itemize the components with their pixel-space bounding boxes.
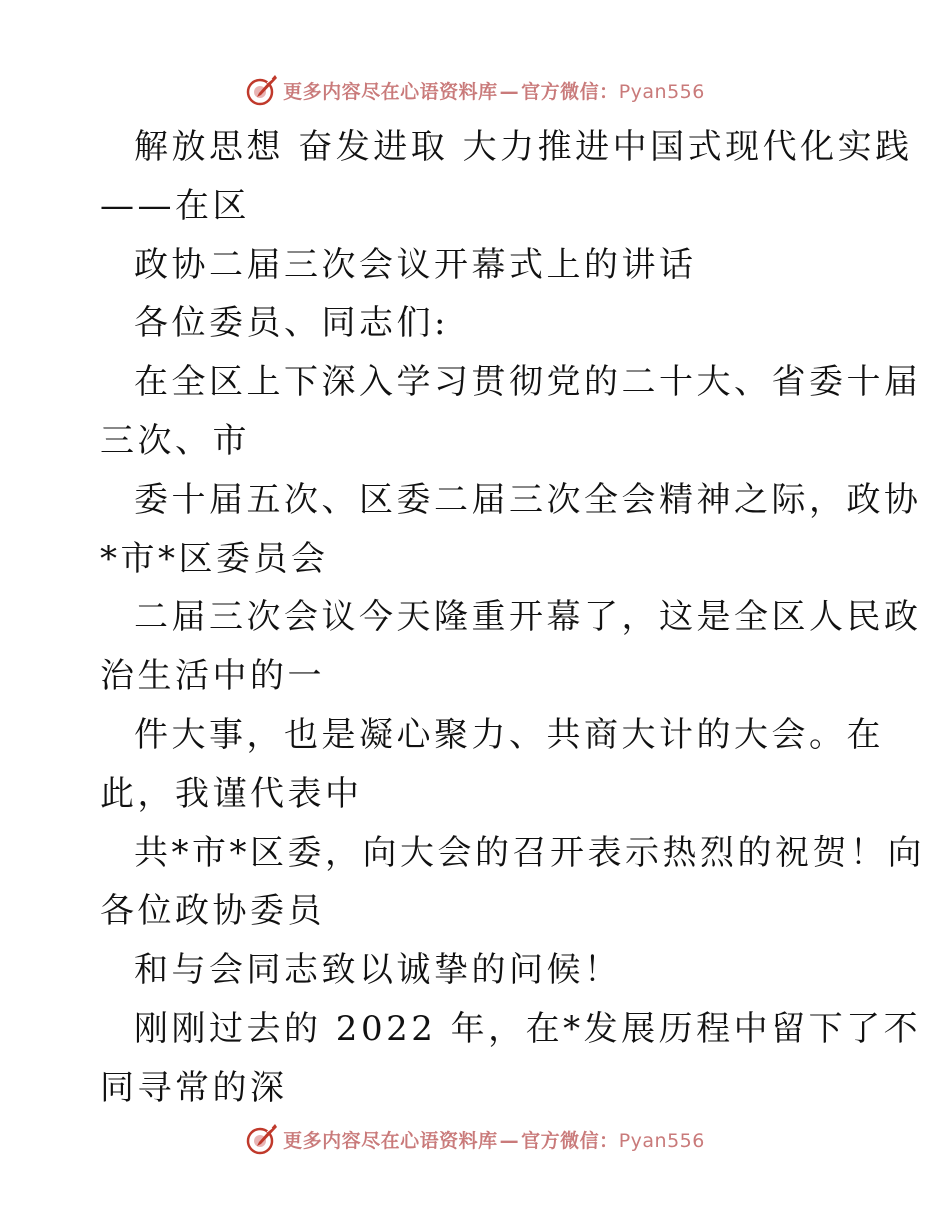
footer-banner: [0, 1117, 950, 1161]
text-line: 共*市*区委，向大会的召开表示热烈的祝贺！向: [134, 832, 925, 873]
header-banner: [0, 68, 950, 112]
text-line: 和与会同志致以诚挚的问候！: [134, 950, 622, 991]
text-line: 解放思想 奋发进取 大力推进中国式现代化实践: [134, 127, 913, 167]
banner-separator: —: [499, 1129, 520, 1152]
text-line: 此，我谨代表中: [100, 773, 363, 814]
text-line: 委十届五次、区委二届三次全会精神之际，政协: [134, 479, 922, 520]
banner-site-name: 更多内容尽在心语资料库: [283, 1129, 498, 1152]
text-line: 治生活中的一: [100, 656, 325, 697]
text-line: 在全区上下深入学习贯彻党的二十大、省委十届: [134, 362, 922, 403]
banner-wechat-id: Pyan556: [618, 80, 705, 103]
banner-site-name: 更多内容尽在心语资料库: [283, 80, 498, 103]
text-line: 各位委员、同志们:: [134, 303, 449, 344]
text-line: 二届三次会议今天隆重开幕了，这是全区人民政: [134, 597, 922, 638]
text-line: 各位政协委员: [100, 891, 325, 932]
text-line: 同寻常的深: [100, 1067, 288, 1108]
quill-pen-logo-icon: [245, 1122, 279, 1156]
text-line: 三次、市: [100, 420, 250, 461]
text-line: 刚刚过去的 2022 年，在*发展历程中留下了不: [134, 1008, 922, 1049]
text-line: ——在区: [100, 185, 250, 226]
banner-separator: —: [499, 80, 520, 103]
banner-wechat-id: Pyan556: [618, 1129, 705, 1152]
text-line: *市*区委员会: [100, 538, 329, 579]
text-line: 政协二届三次会议开幕式上的讲话: [134, 244, 697, 285]
quill-pen-logo-icon: [245, 73, 279, 107]
banner-wechat-label: 官方微信：: [521, 80, 619, 103]
banner-text: [283, 1126, 705, 1153]
document-body: [100, 118, 925, 1118]
banner-text: [283, 77, 705, 104]
banner-wechat-label: 官方微信：: [521, 1129, 619, 1152]
text-line: 件大事，也是凝心聚力、共商大计的大会。在: [134, 714, 884, 755]
